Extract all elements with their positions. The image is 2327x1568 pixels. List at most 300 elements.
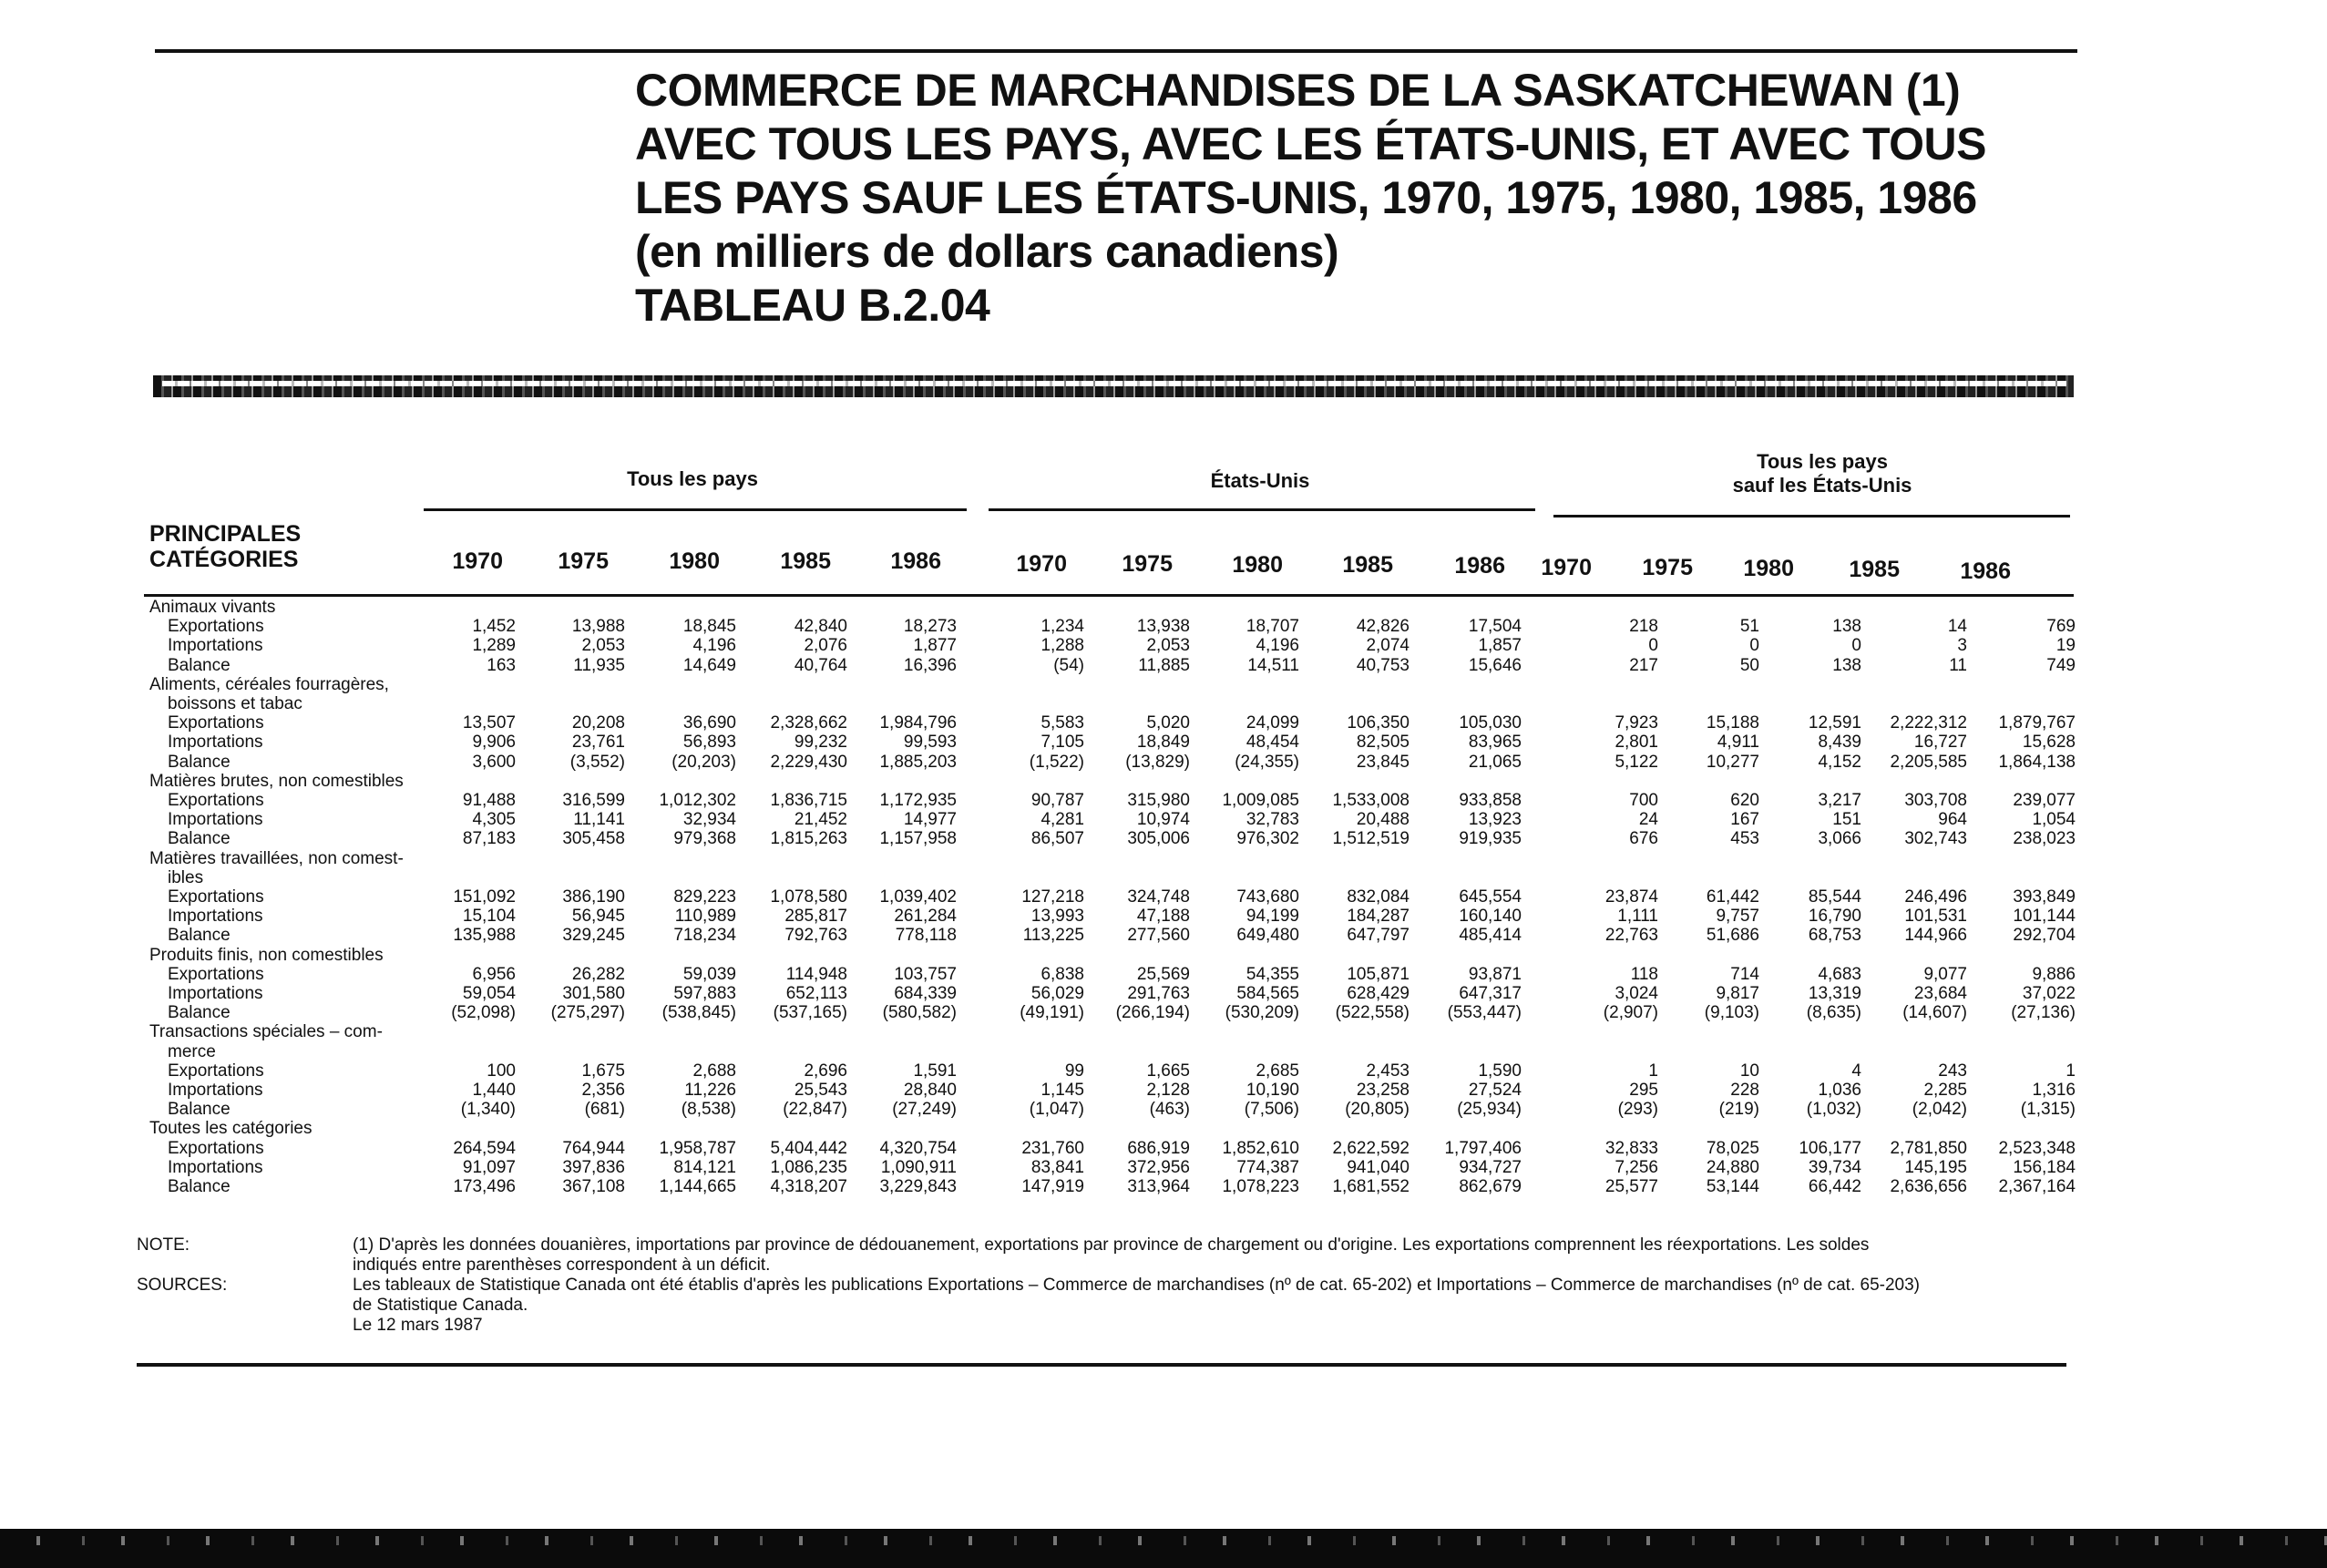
table-cell: 647,797 bbox=[1347, 926, 1410, 946]
table-cell bbox=[415, 694, 516, 713]
table-cell bbox=[1967, 772, 2076, 791]
table-cell: 4,152 bbox=[1818, 752, 1861, 772]
table-cell: 151 bbox=[1832, 810, 1861, 830]
table-cell bbox=[1759, 1042, 1861, 1061]
table-cell: 2,685 bbox=[1256, 1061, 1299, 1081]
table-cell: 53,144 bbox=[1706, 1177, 1759, 1197]
table-row bbox=[142, 926, 2076, 945]
table-cell bbox=[1299, 1119, 1410, 1138]
category-label: merce bbox=[168, 1041, 216, 1061]
table-row bbox=[142, 887, 2076, 907]
table-cell: 964 bbox=[1938, 810, 1967, 830]
table-cell: 20,208 bbox=[571, 713, 625, 733]
year-heading: 1970 bbox=[1541, 555, 1592, 580]
table-cell bbox=[957, 598, 1084, 617]
table-cell: 20,488 bbox=[1356, 810, 1410, 830]
table-cell bbox=[1658, 1042, 1759, 1061]
table-cell: (27,249) bbox=[892, 1100, 957, 1120]
table-cell: (553,447) bbox=[1447, 1003, 1522, 1023]
table-cell: 28,840 bbox=[903, 1081, 957, 1101]
table-cell: 686,919 bbox=[1127, 1138, 1190, 1158]
category-row bbox=[142, 1022, 2076, 1041]
table-cell: 11,226 bbox=[684, 1081, 736, 1101]
group-rule bbox=[989, 508, 1535, 511]
sources-line: de Statistique Canada. bbox=[353, 1296, 528, 1315]
table-cell: 11,885 bbox=[1138, 655, 1190, 675]
table-cell: 302,743 bbox=[1904, 829, 1967, 849]
row-label: Balance bbox=[168, 1177, 231, 1197]
table-cell bbox=[625, 1119, 736, 1138]
table-cell: 90,787 bbox=[1030, 791, 1084, 811]
table-row bbox=[142, 656, 2076, 675]
table-cell bbox=[1299, 868, 1410, 887]
year-heading: 1985 bbox=[780, 548, 831, 574]
table-cell bbox=[1967, 675, 2076, 694]
table-cell: 315,980 bbox=[1127, 791, 1190, 811]
year-heading: 1980 bbox=[1232, 552, 1283, 578]
table-cell bbox=[415, 598, 516, 617]
table-cell: 12,591 bbox=[1808, 713, 1861, 733]
category-row bbox=[142, 1042, 2076, 1061]
table-cell bbox=[415, 772, 516, 791]
table-cell: 24 bbox=[1638, 810, 1658, 830]
table-cell: (20,805) bbox=[1345, 1100, 1410, 1120]
table-cell: 105,030 bbox=[1459, 713, 1522, 733]
table-cell: (20,203) bbox=[671, 752, 736, 772]
table-cell: 25,577 bbox=[1604, 1177, 1658, 1197]
table-cell: 23,258 bbox=[1356, 1081, 1410, 1101]
year-heading: 1985 bbox=[1849, 557, 1900, 582]
table-cell bbox=[625, 849, 736, 868]
group-heading-all-countries bbox=[510, 467, 875, 491]
table-cell: 13,923 bbox=[1468, 810, 1522, 830]
top-rule bbox=[155, 49, 2077, 53]
table-cell: 1,512,519 bbox=[1332, 829, 1410, 849]
table-cell bbox=[1410, 772, 1522, 791]
category-row bbox=[142, 849, 2076, 868]
row-label: Exportations bbox=[168, 791, 264, 811]
table-cell: 27,524 bbox=[1468, 1081, 1522, 1101]
table-cell: 1,440 bbox=[472, 1081, 516, 1101]
sources-row bbox=[137, 1276, 2068, 1336]
table-cell: 1,111 bbox=[1617, 907, 1658, 927]
table-cell bbox=[415, 946, 516, 965]
table-cell: 56,893 bbox=[682, 733, 736, 753]
table-cell: 620 bbox=[1730, 791, 1759, 811]
table-cell bbox=[1759, 946, 1861, 965]
table-cell bbox=[1410, 849, 1522, 868]
table-row bbox=[142, 1061, 2076, 1081]
table-cell bbox=[1299, 849, 1410, 868]
table-cell bbox=[847, 694, 957, 713]
category-label: Matières brutes, non comestibles bbox=[149, 771, 404, 791]
row-label: Exportations bbox=[168, 713, 264, 733]
table-cell: 1,234 bbox=[1040, 617, 1084, 637]
table-cell: 397,836 bbox=[562, 1157, 625, 1177]
row-label: Balance bbox=[168, 1100, 231, 1120]
table-cell: 778,118 bbox=[895, 926, 957, 946]
table-cell: 4,911 bbox=[1717, 733, 1759, 753]
table-cell: 3,229,843 bbox=[879, 1177, 957, 1197]
category-label: ibles bbox=[168, 867, 204, 887]
table-cell bbox=[1861, 1042, 1967, 1061]
table-cell: 156,184 bbox=[2013, 1157, 2076, 1177]
table-cell: 85,544 bbox=[1808, 887, 1861, 907]
table-cell: 163 bbox=[487, 655, 516, 675]
table-cell: 26,282 bbox=[571, 964, 625, 984]
table-cell: 40,753 bbox=[1356, 655, 1410, 675]
table-cell: 138 bbox=[1832, 617, 1861, 637]
sources-label: SOURCES: bbox=[137, 1276, 228, 1295]
table-cell: 261,284 bbox=[894, 907, 957, 927]
table-cell bbox=[1658, 1119, 1759, 1138]
table-cell: 7,256 bbox=[1615, 1157, 1658, 1177]
group-heading-line: Tous les pays bbox=[627, 467, 758, 490]
table-cell bbox=[1084, 868, 1190, 887]
note-line: indiqués entre parenthèses correspondent à un déficit. bbox=[353, 1255, 771, 1275]
table-cell bbox=[1410, 1042, 1522, 1061]
table-cell bbox=[516, 1042, 625, 1061]
table-cell bbox=[1967, 868, 2076, 887]
table-cell bbox=[1084, 1022, 1190, 1041]
year-heading: 1970 bbox=[1016, 551, 1067, 577]
table-cell: 264,594 bbox=[453, 1138, 516, 1158]
table-cell: 700 bbox=[1629, 791, 1658, 811]
table-cell: 16,727 bbox=[1913, 733, 1967, 753]
table-cell bbox=[1861, 772, 1967, 791]
table-cell: (2,042) bbox=[1912, 1100, 1967, 1120]
table-cell: 118 bbox=[1630, 964, 1658, 984]
decorative-band-highlight bbox=[162, 381, 2066, 386]
category-row bbox=[142, 946, 2076, 965]
table-cell: 814,121 bbox=[673, 1157, 736, 1177]
category-row bbox=[142, 675, 2076, 694]
table-cell bbox=[957, 868, 1084, 887]
table-cell: (219) bbox=[1718, 1100, 1759, 1120]
table-row bbox=[142, 1139, 2076, 1158]
table-cell: (9,103) bbox=[1704, 1003, 1759, 1023]
table-cell bbox=[625, 946, 736, 965]
table-cell: 718,234 bbox=[673, 926, 736, 946]
table-cell bbox=[516, 675, 625, 694]
table-cell bbox=[736, 868, 847, 887]
table-cell: 13,988 bbox=[571, 617, 625, 637]
table-cell bbox=[736, 675, 847, 694]
table-cell: (522,558) bbox=[1335, 1003, 1410, 1023]
table-cell: 37,022 bbox=[2022, 984, 2076, 1004]
table-cell: (537,165) bbox=[773, 1003, 847, 1023]
table-cell bbox=[1759, 675, 1861, 694]
table-cell: 2,356 bbox=[581, 1081, 625, 1101]
table-cell: 1,533,008 bbox=[1332, 791, 1410, 811]
table-cell bbox=[1861, 868, 1967, 887]
table-cell: 628,429 bbox=[1347, 984, 1410, 1004]
table-row bbox=[142, 713, 2076, 733]
table-cell: 14,511 bbox=[1247, 655, 1299, 675]
table-cell bbox=[1759, 1119, 1861, 1138]
table-cell: 21,452 bbox=[794, 810, 847, 830]
table-cell bbox=[1084, 1042, 1190, 1061]
table-cell: 21,065 bbox=[1468, 752, 1522, 772]
table-cell: 684,339 bbox=[894, 984, 957, 1004]
table-cell: 1,681,552 bbox=[1332, 1177, 1410, 1197]
sources-line: Les tableaux de Statistique Canada ont été établis d'après les publications Exportations – Commerce de marchandises (nº de cat. 65-202) et Importations – Commerce de marchandises (nº de cat. 65-203) bbox=[353, 1276, 1920, 1295]
table-cell: 14,977 bbox=[903, 810, 957, 830]
table-cell bbox=[1658, 694, 1759, 713]
table-cell bbox=[1410, 1119, 1522, 1138]
table-cell bbox=[1410, 598, 1522, 617]
table-cell: 1,590 bbox=[1478, 1061, 1522, 1081]
table-cell bbox=[736, 598, 847, 617]
table-cell: 652,113 bbox=[785, 984, 847, 1004]
table-cell bbox=[1759, 694, 1861, 713]
table-cell: 13,938 bbox=[1136, 617, 1190, 637]
row-label: Balance bbox=[168, 829, 231, 849]
row-label: Importations bbox=[168, 636, 263, 656]
table-cell: 1,012,302 bbox=[659, 791, 736, 811]
table-cell: 17,504 bbox=[1468, 617, 1522, 637]
table-cell bbox=[415, 1119, 516, 1138]
table-cell: 101,144 bbox=[2013, 907, 2076, 927]
table-cell: 13,993 bbox=[1030, 907, 1084, 927]
table-cell: 10,190 bbox=[1246, 1081, 1299, 1101]
table-cell bbox=[736, 849, 847, 868]
table-cell: 167 bbox=[1730, 810, 1759, 830]
table-cell: 1,984,796 bbox=[879, 713, 957, 733]
table-cell: (1,315) bbox=[2020, 1100, 2076, 1120]
category-row bbox=[142, 772, 2076, 791]
table-row bbox=[142, 907, 2076, 926]
table-cell: 649,480 bbox=[1236, 926, 1299, 946]
table-cell bbox=[736, 694, 847, 713]
group-heading-line: sauf les États-Unis bbox=[1732, 474, 1912, 497]
table-cell: 1,879,767 bbox=[1998, 713, 2076, 733]
table-cell: 2,453 bbox=[1366, 1061, 1410, 1081]
table-cell: (538,845) bbox=[661, 1003, 736, 1023]
table-cell: (8,538) bbox=[681, 1100, 736, 1120]
table-cell bbox=[1967, 1119, 2076, 1138]
table-cell: 25,543 bbox=[794, 1081, 847, 1101]
table-cell bbox=[957, 675, 1084, 694]
table-cell: 61,442 bbox=[1706, 887, 1759, 907]
table-cell bbox=[1861, 598, 1967, 617]
table-cell: 14 bbox=[1947, 617, 1967, 637]
table-cell: 59,054 bbox=[462, 984, 516, 1004]
table-cell: 100 bbox=[487, 1061, 516, 1081]
table-cell: 13,319 bbox=[1808, 984, 1861, 1004]
table-cell bbox=[415, 849, 516, 868]
table-cell: 18,707 bbox=[1246, 617, 1299, 637]
table-cell bbox=[736, 1022, 847, 1041]
table-cell bbox=[1658, 598, 1759, 617]
table-cell: (266,194) bbox=[1115, 1003, 1190, 1023]
table-cell bbox=[1084, 772, 1190, 791]
table-cell: 68,753 bbox=[1808, 926, 1861, 946]
table-cell: 2,205,585 bbox=[1890, 752, 1967, 772]
table-cell: 15,646 bbox=[1468, 655, 1522, 675]
table-cell: 676 bbox=[1629, 829, 1658, 849]
table-cell bbox=[1522, 772, 1658, 791]
table-cell bbox=[625, 675, 736, 694]
table-cell: 1,864,138 bbox=[1998, 752, 2076, 772]
table-cell: 15,104 bbox=[462, 907, 516, 927]
table-cell: 829,223 bbox=[673, 887, 736, 907]
table-cell: 66,442 bbox=[1808, 1177, 1861, 1197]
table-cell: 243 bbox=[1938, 1061, 1967, 1081]
notes-section bbox=[137, 1235, 2068, 1336]
table-cell bbox=[1190, 1022, 1299, 1041]
table-cell: 645,554 bbox=[1459, 887, 1522, 907]
table-cell: 292,704 bbox=[2013, 926, 2076, 946]
table-cell bbox=[1410, 946, 1522, 965]
table-cell: 0 bbox=[1851, 636, 1861, 656]
note-text bbox=[353, 1235, 2068, 1276]
table-cell: 8,439 bbox=[1818, 733, 1861, 753]
table-cell bbox=[625, 598, 736, 617]
row-label: Importations bbox=[168, 810, 263, 830]
table-cell: (1,340) bbox=[460, 1100, 516, 1120]
table-cell: 9,886 bbox=[2032, 964, 2076, 984]
table-cell: 1 bbox=[2066, 1061, 2076, 1081]
table-cell: 832,084 bbox=[1347, 887, 1410, 907]
group-heading-line: Tous les pays bbox=[1757, 450, 1888, 473]
note-line: (1) D'après les données douanières, importations par province de dédouanement, exportations par province de chargement ou d'origine. Les exportations comprennent les réexportations. Les soldes bbox=[353, 1235, 1870, 1255]
year-heading: 1975 bbox=[558, 548, 609, 574]
table-cell: (3,552) bbox=[569, 752, 625, 772]
table-cell bbox=[516, 946, 625, 965]
table-cell: 103,757 bbox=[894, 964, 957, 984]
table-cell bbox=[516, 1022, 625, 1041]
table-cell bbox=[1967, 598, 2076, 617]
table-cell: 40,764 bbox=[794, 655, 847, 675]
table-row bbox=[142, 733, 2076, 752]
table-cell bbox=[1658, 1022, 1759, 1041]
table-cell: 13,507 bbox=[462, 713, 516, 733]
category-label: Matières travaillées, non comest- bbox=[149, 848, 404, 868]
table-cell bbox=[1861, 946, 1967, 965]
categories-heading bbox=[149, 521, 301, 572]
table-cell: 10,277 bbox=[1706, 752, 1759, 772]
table-cell: 584,565 bbox=[1236, 984, 1299, 1004]
table-cell: 764,944 bbox=[562, 1138, 625, 1158]
table-cell: 6,838 bbox=[1040, 964, 1084, 984]
table-cell: 18,849 bbox=[1136, 733, 1190, 753]
group-heading-all-except-us bbox=[1594, 450, 2050, 497]
table-cell: 110,989 bbox=[674, 907, 736, 927]
table-cell: 6,956 bbox=[472, 964, 516, 984]
table-cell bbox=[1861, 675, 1967, 694]
table-cell bbox=[1084, 946, 1190, 965]
note-row bbox=[137, 1235, 2068, 1276]
year-heading: 1986 bbox=[1960, 559, 2011, 584]
table-cell bbox=[1967, 946, 2076, 965]
row-label: Importations bbox=[168, 907, 263, 927]
table-cell bbox=[516, 598, 625, 617]
table-cell: 5,583 bbox=[1040, 713, 1084, 733]
table-cell: (293) bbox=[1617, 1100, 1658, 1120]
table-cell: 1,157,958 bbox=[879, 829, 957, 849]
table-cell: 217 bbox=[1629, 655, 1658, 675]
table-cell: 1,852,610 bbox=[1222, 1138, 1299, 1158]
table-row bbox=[142, 753, 2076, 772]
table-cell bbox=[1759, 1022, 1861, 1041]
table-row bbox=[142, 636, 2076, 655]
table-cell: 1,288 bbox=[1040, 636, 1084, 656]
table-cell: 56,029 bbox=[1030, 984, 1084, 1004]
table-cell bbox=[847, 675, 957, 694]
table-cell bbox=[957, 849, 1084, 868]
year-heading: 1985 bbox=[1342, 552, 1393, 578]
table-cell: 14,649 bbox=[682, 655, 736, 675]
table-cell: 238,023 bbox=[2013, 829, 2076, 849]
table-cell: 295 bbox=[1629, 1081, 1658, 1101]
table-cell: 47,188 bbox=[1136, 907, 1190, 927]
table-cell: (2,907) bbox=[1603, 1003, 1658, 1023]
table-cell: (49,191) bbox=[1020, 1003, 1084, 1023]
year-heading: 1986 bbox=[890, 548, 941, 574]
table-cell: 277,560 bbox=[1127, 926, 1190, 946]
table-cell bbox=[1190, 675, 1299, 694]
table-cell bbox=[1658, 772, 1759, 791]
table-cell bbox=[957, 694, 1084, 713]
table-cell: 2,367,164 bbox=[1998, 1177, 2076, 1197]
table-cell bbox=[1190, 772, 1299, 791]
table-cell: 113,225 bbox=[1022, 926, 1084, 946]
year-heading: 1986 bbox=[1454, 553, 1505, 579]
table-cell: 51 bbox=[1739, 617, 1759, 637]
table-cell bbox=[1522, 1119, 1658, 1138]
table-cell: 1,009,085 bbox=[1222, 791, 1299, 811]
table-cell: 59,039 bbox=[682, 964, 736, 984]
table-cell: 10,974 bbox=[1136, 810, 1190, 830]
table-cell bbox=[625, 772, 736, 791]
table-cell bbox=[516, 1119, 625, 1138]
table-cell: 316,599 bbox=[562, 791, 625, 811]
table-cell bbox=[1299, 694, 1410, 713]
table-cell: 48,454 bbox=[1246, 733, 1299, 753]
table-cell: (1,032) bbox=[1806, 1100, 1861, 1120]
table-cell bbox=[1299, 675, 1410, 694]
table-cell bbox=[1861, 694, 1967, 713]
table-cell: 453 bbox=[1730, 829, 1759, 849]
table-cell: (22,847) bbox=[783, 1100, 847, 1120]
table-cell: 16,790 bbox=[1808, 907, 1861, 927]
table-cell: 94,199 bbox=[1246, 907, 1299, 927]
table-cell bbox=[1410, 675, 1522, 694]
table-cell: 941,040 bbox=[1347, 1157, 1410, 1177]
group-heading-line: États-Unis bbox=[1210, 469, 1310, 492]
table-cell: 714 bbox=[1730, 964, 1759, 984]
sources-text bbox=[353, 1276, 2068, 1336]
table-cell bbox=[1190, 1042, 1299, 1061]
table-cell bbox=[1522, 1042, 1658, 1061]
table-cell: 1,039,402 bbox=[879, 887, 957, 907]
title-line-4: (en milliers de dollars canadiens) bbox=[635, 226, 1339, 277]
row-label: Exportations bbox=[168, 1061, 264, 1081]
table-cell: 23,874 bbox=[1604, 887, 1658, 907]
table-cell: 93,871 bbox=[1468, 964, 1522, 984]
table-cell: (580,582) bbox=[882, 1003, 957, 1023]
table-cell bbox=[736, 1119, 847, 1138]
category-label: boissons et tabac bbox=[168, 694, 302, 714]
table-cell: 23,761 bbox=[571, 733, 625, 753]
table-cell: (54) bbox=[1053, 655, 1084, 675]
table-cell: (275,297) bbox=[550, 1003, 625, 1023]
table-cell bbox=[1967, 1042, 2076, 1061]
table-cell: 32,934 bbox=[682, 810, 736, 830]
note-label: NOTE: bbox=[137, 1235, 190, 1255]
table-cell bbox=[1861, 849, 1967, 868]
